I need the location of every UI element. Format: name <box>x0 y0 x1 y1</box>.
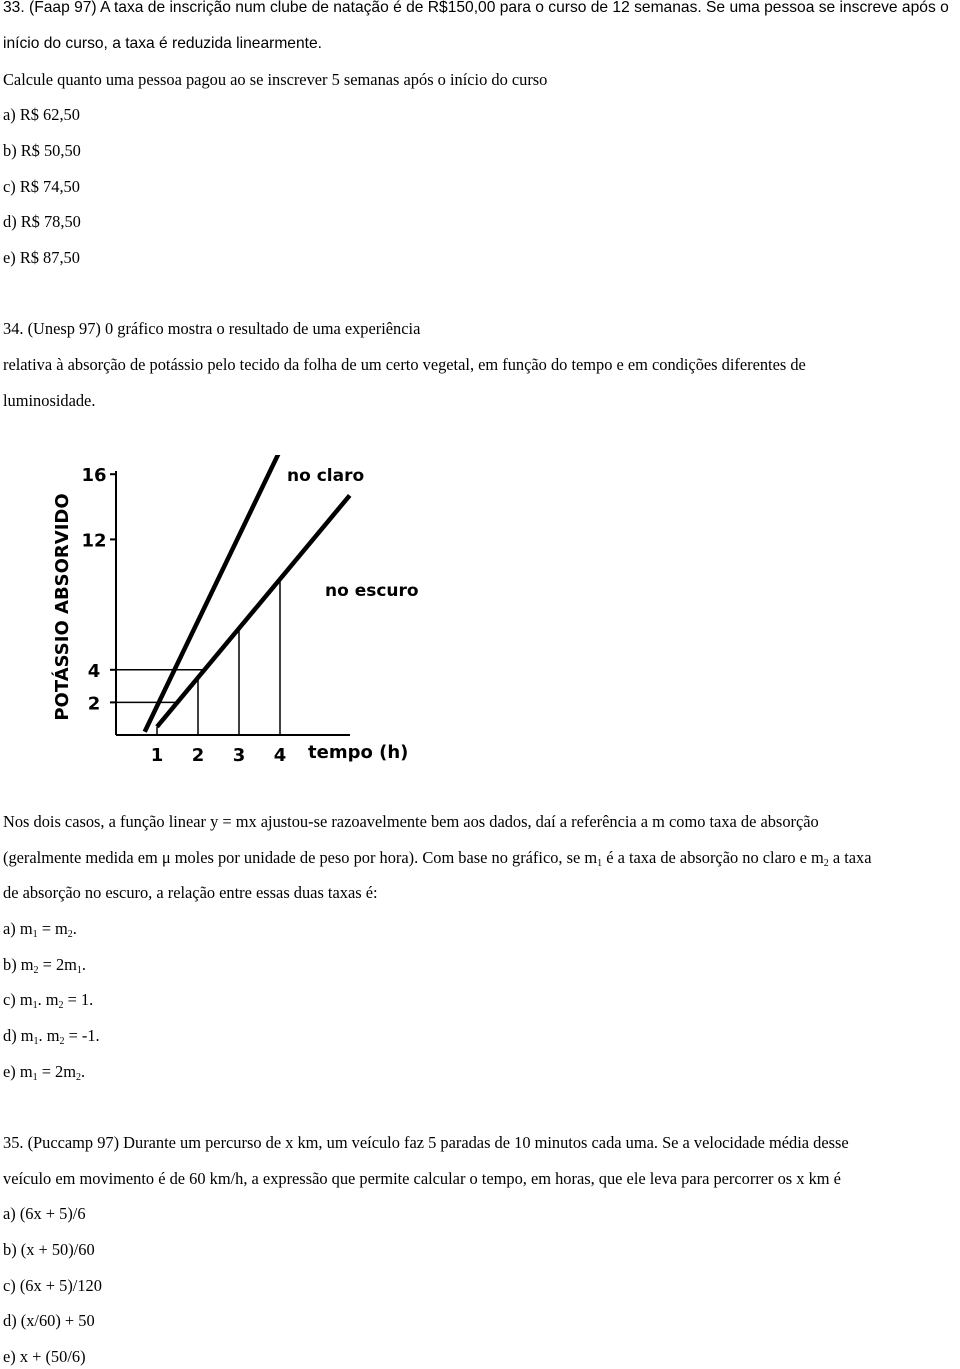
q35-option-d: d) (x/60) + 50 <box>3 1311 95 1330</box>
q34-option-b: b) $m_2 = 2m_1$. <box>3 955 87 976</box>
q33-option-b: b) R$ 50,50 <box>3 141 81 160</box>
q33-question: Calcule quanto uma pessoa pagou ao se inscrever 5 semanas após o início do curso <box>3 70 548 89</box>
series-line-no-escuro <box>157 495 350 726</box>
q34-option-e: e) $m_1 = 2m_2$. <box>3 1062 86 1083</box>
potassium-chart <box>50 455 430 773</box>
y-tick-label-12: 12 <box>81 530 107 552</box>
chart-series <box>145 455 350 732</box>
y-tick-label-16: 16 <box>81 465 107 487</box>
y-tick-label-2: 2 <box>87 693 101 715</box>
q34-option-c: c) $m_1$. $m_2 = 1$. <box>3 990 94 1011</box>
q33-option-a: a) R$ 62,50 <box>3 105 80 124</box>
q34-paragraph-line-3: de absorção no escuro, a relação entre essas duas taxas é: <box>3 883 378 902</box>
y-tick-label-4: 4 <box>87 660 101 682</box>
x-tick-label-1: 1 <box>150 745 164 766</box>
series-label-no-escuro: no escuro <box>325 581 419 601</box>
q33-option-d: d) R$ 78,50 <box>3 212 81 231</box>
q35-text-line-1: 35. (Puccamp 97) Durante um percurso de x km, um veículo faz 5 paradas de 10 minutos cada uma. Se a velocidade média desse <box>3 1133 849 1152</box>
q34-text-line-1: 34. (Unesp 97) 0 gráfico mostra o resultado de uma experiência <box>3 319 421 338</box>
chart-guides <box>116 579 280 735</box>
chart-tick-labels <box>81 465 286 766</box>
q35-option-c: c) (6x + 5)/120 <box>3 1276 102 1295</box>
y-axis-label: POTÁSSIO ABSORVIDO <box>52 493 73 721</box>
q33-option-e: e) R$ 87,50 <box>3 248 80 267</box>
q34-option-a: a) $m_1 = m_2$. <box>3 919 77 940</box>
x-tick-label-4: 4 <box>273 745 287 766</box>
q34-text-line-2: relativa à absorção de potássio pelo tecido da folha de um certo vegetal, em função do tempo e em condições diferentes de <box>3 355 806 374</box>
q33-text-line-2: início do curso, a taxa é reduzida linearmente. <box>3 35 322 52</box>
x-axis-label: tempo (h) <box>308 742 409 763</box>
x-tick-label-2: 2 <box>191 745 205 766</box>
q35-option-b: b) (x + 50)/60 <box>3 1240 95 1259</box>
q35-text-line-2: veículo em movimento é de 60 km/h, a expressão que permite calcular o tempo, em horas, que ele leva para percorrer os x km é <box>3 1169 841 1188</box>
q35-option-e: e) x + (50/6) <box>3 1347 86 1366</box>
q34-paragraph-line-1: Nos dois casos, a função linear y = mx ajustou-se razoavelmente bem aos dados, daí a referência a m como taxa de absorção <box>3 812 819 831</box>
x-tick-label-3: 3 <box>232 745 246 766</box>
chart-axes <box>116 471 350 735</box>
q34-paragraph-line-2: (geralmente medida em μ moles por unidade de peso por hora). Com base no gráfico, se $m_1$ é a taxa de absorção no claro e $m_2$ a taxa <box>3 848 872 869</box>
series-label-no-claro: no claro <box>287 466 365 486</box>
q33-text-line-1: 33. (Faap 97) A taxa de inscrição num clube de natação é de R$150,00 para o curso de 12 semanas. Se uma pessoa se inscreve após o <box>3 0 949 16</box>
q33-option-c: c) R$ 74,50 <box>3 177 80 196</box>
q34-option-d: d) $m_1$. $m_2 = -1$. <box>3 1026 100 1047</box>
q34-text-line-3: luminosidade. <box>3 391 96 410</box>
q35-option-a: a) (6x + 5)/6 <box>3 1204 86 1223</box>
